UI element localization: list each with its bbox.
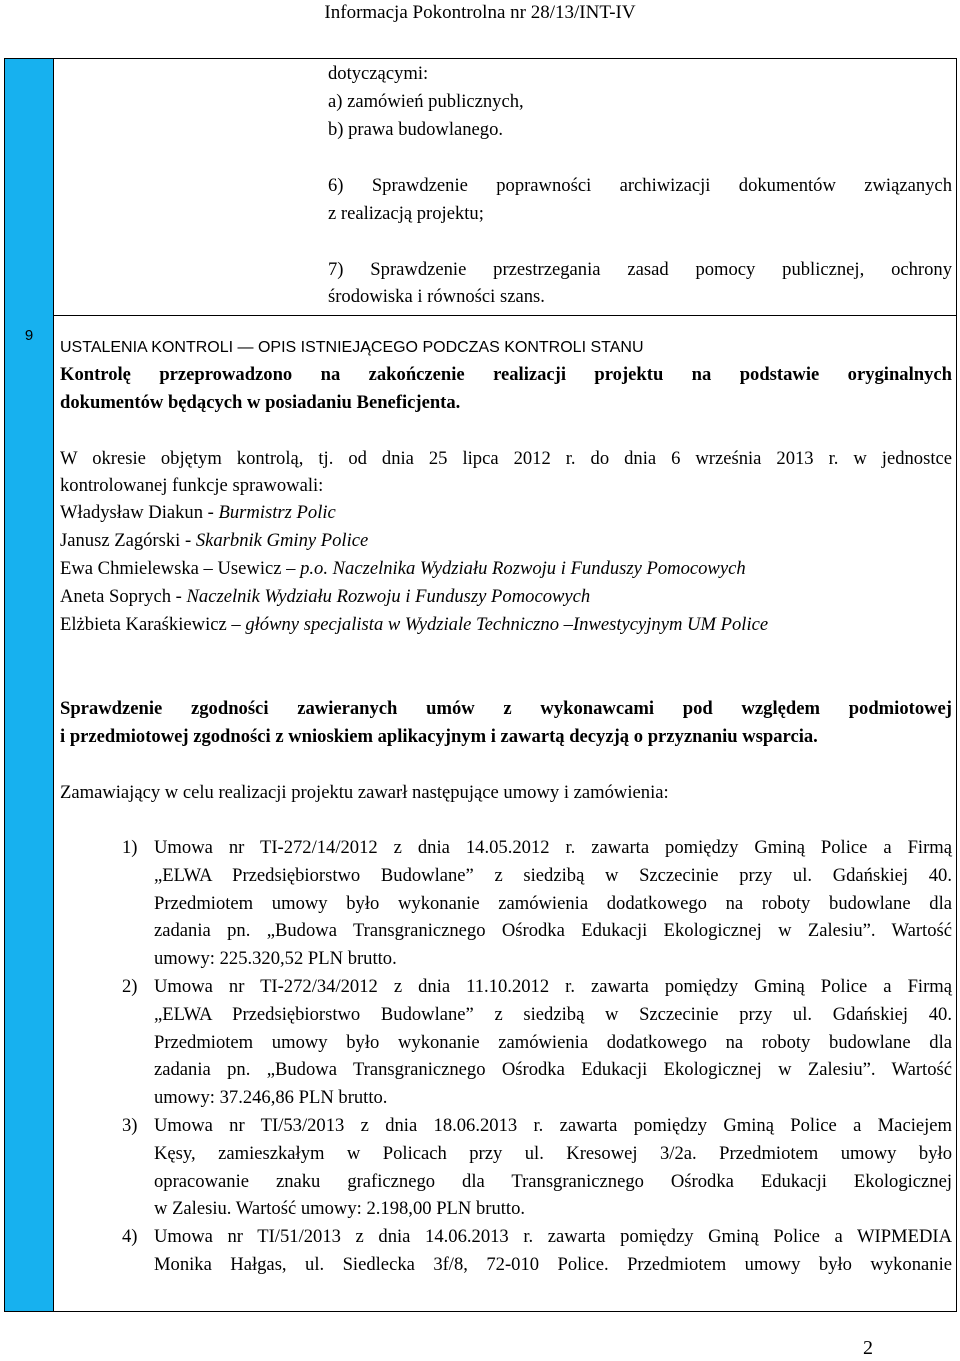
row-number-column [4, 58, 54, 1312]
official-line [60, 501, 336, 525]
official-role: główny specjalista w Wydziale Techniczno –Inwestycyjnym UM Police [245, 614, 769, 635]
contract-number: 4) [122, 1226, 138, 1247]
page-header: Informacja Pokontrolna nr 28/13/INT-IV [324, 2, 636, 23]
contract-line: Kęsy, zamieszkałym w Policach przy ul. Kresowej 3/2a. Przedmiotem umowy było [154, 1143, 952, 1164]
contract-line: Umowa nr TI-272/14/2012 z dnia 14.05.2012 r. zawarta pomiędzy Gminą Police a Firmą [154, 837, 952, 858]
text-line: a) zamówień publicznych, [328, 91, 524, 112]
row-number: 9 [24, 327, 34, 344]
official-line [60, 557, 746, 581]
intro-line: Kontrolę przeprowadzono na zakończenie realizacji projektu na podstawie oryginalnych [60, 364, 952, 385]
contract-line: opracowanie znaku graficznego dla Transgranicznego Ośrodka Edukacji Ekologicznej [154, 1171, 952, 1192]
contract-line: zadania pn. „Budowa Transgranicznego Ośrodka Edukacji Ekologicznej w Zalesiu”. Wartość [154, 920, 952, 941]
text-line: dotyczącymi: [328, 63, 429, 84]
official-line [60, 613, 768, 637]
official-role: Naczelnik Wydziału Rozwoju i Funduszy Pomocowych [186, 586, 591, 607]
official-role: p.o. Naczelnika Wydziału Rozwoju i Funduszy Pomocowych [300, 558, 746, 579]
text-line: 7) Sprawdzenie przestrzegania zasad pomocy publicznej, ochrony [328, 259, 952, 280]
contract-line: Monika Hałgas, ul. Siedlecka 3f/8, 72-010 Police. Przedmiotem umowy było wykonanie [154, 1254, 952, 1275]
page-number: 2 [863, 1337, 873, 1359]
text-line: b) prawa budowlanego. [328, 119, 504, 140]
intro-line: dokumentów będących w posiadaniu Beneficjenta. [60, 392, 461, 413]
contract-line: umowy: 37.246,86 PLN brutto. [154, 1087, 388, 1108]
official-role: Skarbnik Gminy Police [195, 530, 369, 551]
text-line: środowiska i równości szans. [328, 286, 545, 307]
official-role: Burmistrz Polic [218, 502, 336, 523]
contract-line: zadania pn. „Budowa Transgranicznego Ośrodka Edukacji Ekologicznej w Zalesiu”. Wartość [154, 1059, 952, 1080]
contract-number: 1) [122, 837, 138, 858]
text-line: z realizacją projektu; [328, 203, 484, 224]
check-line: i przedmiotowej zgodności z wnioskiem aplikacyjnym i zawartą decyzją o przyznaniu wsparcia. [60, 726, 818, 747]
contract-line: w Zalesiu. Wartość umowy: 2.198,00 PLN brutto. [154, 1198, 526, 1219]
official-line [60, 529, 368, 553]
contract-line: umowy: 225.320,52 PLN brutto. [154, 948, 397, 969]
official-name: Elżbieta Karaśkiewicz – [60, 614, 246, 635]
contracts-intro: Zamawiający w celu realizacji projektu zawarł następujące umowy i zamówienia: [60, 782, 669, 803]
official-line [60, 585, 590, 609]
contract-line: Umowa nr TI/51/2013 z dnia 14.06.2013 r. zawarta pomiędzy Gminą Police a WIPMEDIA [154, 1226, 952, 1247]
section-heading: USTALENIA KONTROLI — OPIS ISTNIEJĄCEGO PODCZAS KONTROLI STANU [60, 339, 644, 356]
official-name: Aneta Soprych - [60, 586, 187, 607]
contract-line: „ELWA Przedsiębiorstwo Budowlane” z siedzibą w Szczecinie przy ul. Gdańskiej 40. [154, 1004, 952, 1025]
contract-line: Przedmiotem umowy było wykonanie zamówienia dodatkowego na roboty budowlane dla [154, 893, 952, 914]
check-line: Sprawdzenie zgodności zawieranych umów z wykonawcami pod względem podmiotowej [60, 698, 952, 719]
contract-line: Przedmiotem umowy było wykonanie zamówienia dodatkowego na roboty budowlane dla [154, 1032, 952, 1053]
official-name: Ewa Chmielewska – Usewicz – [60, 558, 301, 579]
contract-line: Umowa nr TI/53/2013 z dnia 18.06.2013 r. zawarta pomiędzy Gminą Police a Maciejem [154, 1115, 952, 1136]
period-line: kontrolowanej funkcje sprawowali: [60, 475, 324, 496]
contract-number: 2) [122, 976, 138, 997]
text-line: 6) Sprawdzenie poprawności archiwizacji dokumentów związanych [328, 175, 952, 196]
official-name: Janusz Zagórski - [60, 530, 196, 551]
period-line: W okresie objętym kontrolą, tj. od dnia 25 lipca 2012 r. do dnia 6 września 2013 r. w jednostce [60, 448, 952, 469]
official-name: Władysław Diakun - [60, 502, 219, 523]
contract-line: Umowa nr TI-272/34/2012 z dnia 11.10.2012 r. zawarta pomiędzy Gminą Police a Firmą [154, 976, 952, 997]
contract-line: „ELWA Przedsiębiorstwo Budowlane” z siedzibą w Szczecinie przy ul. Gdańskiej 40. [154, 865, 952, 886]
contract-number: 3) [122, 1115, 138, 1136]
